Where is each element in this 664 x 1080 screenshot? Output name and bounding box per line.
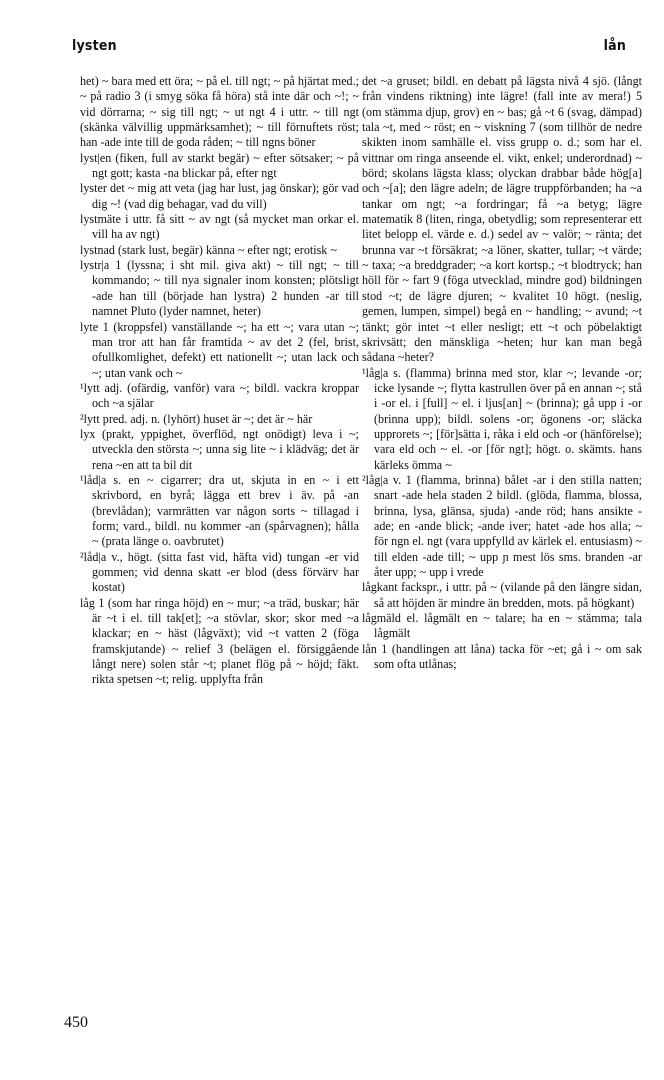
dictionary-entry: lystr|a 1 (lyssna; i sht mil. giva akt) ~ till ngt; ~ till kommando; ~ till nya signaler inom konsten; plötsligt -ade han till (började han lystra) 2 hunden -ar till namnet Pluto (lyder namnet, heter) — [80, 258, 359, 319]
dictionary-entry: lågmäld el. lågmält en ~ talare; ha en ~ stämma; tala lågmält — [362, 611, 642, 641]
dictionary-entry: ¹låd|a s. en ~ cigarrer; dra ut, skjuta in en ~ i ett skrivbord, en byrå; lägga ett brev i äv. på -an (brevlådan); varmrätten var någon sorts ~ tillagad i form; vard., bildl. nu kommer -an (spårvagnen); hålla ~ (prata länge o. oavbrutet) — [80, 472, 359, 549]
dictionary-entry: lystnad (stark lust, begär) känna ~ efter ngt; erotisk ~ — [80, 242, 337, 257]
dictionary-entry: lågkant fackspr., i uttr. på ~ (vilande på den längre sidan, så att höjden är mindre än bredden, mots. på högkant) — [362, 580, 642, 610]
dictionary-entry: ²låd|a v., högt. (sitta fast vid, häfta vid) tungan -er vid gommen; vid denna skatt -er blod (dess förvärv har kostat) — [80, 549, 359, 595]
left-guide-word: lysten — [72, 38, 117, 54]
right-column — [362, 74, 642, 672]
right-guide-word: lån — [603, 38, 626, 54]
dictionary-entry: lyx (prakt, yppighet, överflöd, ngt onödigt) leva i ~; utveckla den största ~; unna sig lite ~ i klädväg; det är rena ~en att ta bil dit — [80, 426, 359, 472]
dictionary-entry: det ~a gruset; bildl. en debatt på lägsta nivå 4 sjö. (långt från vindens riktning) inte lägre! (fall inte av mera!) 5 (om stämma djup, grov) en ~ bas; gå ~t 6 (svag, dämpad) tala ~t, med ~ röst; en ~ viskning 7 (som tillhör de nedre skikten inom samhälle el. viss grupp o. d.; som har el. vittnar om ringa anseende el. vikt, enkel; underordnad) ~ börd; skolans lägsta klass; olyckan drabbar både hög[a] och ~[a]; den lägre adeln; de lägre truppförbanden; ha ~a tankar om ngt; ~a fordringar; få ~a betyg; lägre matematik 8 (liten, ringa, obetydlig; som representerar ett litet belopp el. värde e. d.) sedel av ~ valör; ~ ränta; det brunna var ~t försäkrat; ~a löner, skatter, tullar; ~t värde; ~ taxa; ~a breddgrader; ~a kort kortsp.; ~t blodtryck; han höll för ~ fart 9 (föga utvecklad, mindre god) bildningen stod ~t; de lägre djuren; ~ kvalitet 10 högt. (neslig, gemen, lumpen, simpel) begå en ~ handling; ~ avund; ~t tänkt; gör intet ~t eller nesligt; ett ~t och pöbelaktigt skrivsätt; den mänskliga ~heten; hur kan man begå sådana ~heter? — [362, 74, 642, 365]
page-number: 450 — [64, 1014, 88, 1031]
dictionary-entry: lyster det ~ mig att veta (jag har lust, jag önskar); gör vad dig ~! (vad dig behagar, vad du vill) — [80, 181, 359, 211]
dictionary-entry: lyst|en (fiken, full av starkt begär) ~ efter sötsaker; ~ på ngt gott; kasta -na blickar på, efter ngt — [80, 150, 359, 181]
dictionary-entry: ²låg|a v. 1 (flamma, brinna) bålet -ar i den stilla natten; snart -ade hela staden 2 bildl. (glöda, flamma, blossa, brinna, lysa, glänsa, sjuda) -ande röd; hans ansikte -ade; en -ande blick; -ande iver; hatet -ade hos alla; ~ för ngn el. ngt (vara uppfylld av kärlek el. entusiasm) ~ till elden -ade till; ~ upp ɲ mest lös sms. branden -ar åter upp; ~ upp i vrede — [362, 472, 642, 579]
dictionary-entry: ¹lytt adj. (ofärdig, vanför) vara ~; bildl. vackra kroppar och ~a själar — [80, 380, 359, 411]
dictionary-entry: ²lytt pred. adj. n. (lyhört) huset är ~; det är ~ här — [80, 411, 313, 426]
dictionary-entry: lån 1 (handlingen att låna) tacka för ~et; gå i ~ om sak som ofta utlånas; — [362, 641, 642, 672]
dictionary-entry: låg 1 (som har ringa höjd) en ~ mur; ~a träd, buskar; här är ~t i el. till tak[et]; ~a stövlar, skor; skor med ~a klackar; en ~ häst (lågväxt); vid ~t vatten 2 (föga framskjutande) ~ relief 3 (belägen el. försiggående långt nere) solen står ~t; planet flög på ~ höjd; fäkt. rikta spetsen ~t; relig. upplyfta från — [80, 595, 359, 687]
dictionary-entry: ¹låg|a s. (flamma) brinna med stor, klar ~; levande -or; icke lysande ~; flytta kastrullen över på en annan ~; stå i -or el. i [full] ~ el. i ljus[an] ~ (brinna); gå upp i -or (brinna upp); bildl. solens -or; ögonens -or; släcka upprorets ~; [för]sätta i, råka i eld och -or (hänförelse); vara eld och ~ el. -or [för ngt]; högt. o. skämts. hans kärleks ömma ~ — [362, 365, 642, 472]
dictionary-entry: het) ~ bara med ett öra; ~ på el. till ngt; ~ på hjärtat med.; ~ på radio 3 (i smyg söka få höra) stå inte där och ~!; ~ vid dörrarna; ~ sig till ngt; ~ ut ngt 4 i uttr. ~ till ngt (skänka välvillig uppmärksamhet); ~ till förnuftets röst; han -ade inte till de goda råden; ~ till ngns böner — [80, 74, 359, 150]
left-column — [80, 74, 359, 688]
dictionary-entry: lystmäte i uttr. få sitt ~ av ngt (så mycket man orkar el. vill ha av ngt) — [80, 212, 359, 242]
dictionary-entry: lyte 1 (kroppsfel) vanställande ~; ha ett ~; vara utan ~; man tror att han får framtida ~ av det 2 (fel, brist, ofullkomlighet, defekt) ett nationellt ~; utan lack och ~; utan vank och ~ — [80, 319, 359, 380]
